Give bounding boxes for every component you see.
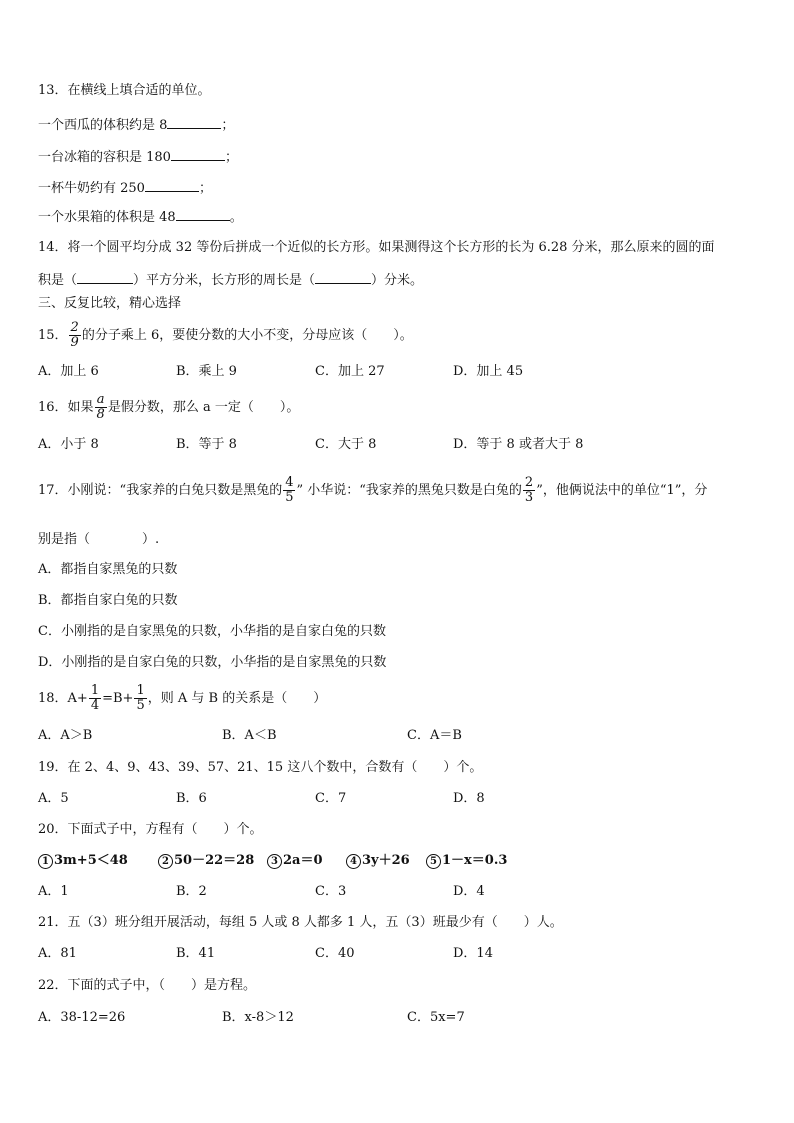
q13-stem: 13．在横线上填合适的单位。 (38, 83, 211, 98)
q15-option-d[interactable]: D．加上 45 (453, 364, 524, 379)
q21-stem: 21．五（3）班分组开展活动，每组 5 人或 8 人都多 1 人，五（3）班最少有（ ）人。 (38, 915, 563, 930)
q15-option-b[interactable]: B．乘上 9 (176, 364, 237, 379)
q13-line3: 一杯牛奶约有 250 ； (38, 181, 212, 196)
circled-number: 1 (38, 854, 53, 869)
q18-stem: 18．A+ $\frac{1}{4}$ =B+ $\frac{1}{5}$ ，则 A 与 B 的关系是（ ） (38, 683, 327, 713)
q20-option-b[interactable]: B．2 (176, 884, 207, 899)
answer-blank[interactable] (77, 271, 133, 284)
q20-stem: 20．下面式子中，方程有（ ）个。 (38, 822, 263, 837)
circled-number: 2 (158, 854, 173, 869)
answer-blank[interactable] (176, 208, 230, 221)
q22-stem: 22．下面的式子中，（ ）是方程。 (38, 978, 257, 993)
section-heading: 三、反复比较，精心选择 (38, 296, 182, 311)
fraction: $\frac{2}{9}$ (70, 320, 79, 350)
q18-option-a[interactable]: A．A＞B (38, 728, 93, 743)
q21-option-d[interactable]: D．14 (453, 946, 493, 961)
q20-expr-1: 1 3m+5＜48 (38, 853, 128, 869)
q20-expr-4: 4 3y＋26 (346, 853, 410, 869)
q17-option-a[interactable]: A．都指自家黑兔的只数 (38, 562, 178, 577)
q18-option-c[interactable]: C．A＝B (407, 728, 462, 743)
fraction: $\frac{2}{3}$ (524, 475, 534, 505)
q22-option-b[interactable]: B．x-8＞12 (222, 1010, 294, 1025)
q20-option-c[interactable]: C．3 (315, 884, 347, 899)
q13-line4: 一个水果箱的体积是 48 。 (38, 210, 243, 225)
answer-blank[interactable] (171, 148, 225, 161)
q17-option-c[interactable]: C．小刚指的是自家黑兔的只数，小华指的是自家白兔的只数 (38, 624, 386, 639)
fraction: $\frac{4}{5}$ (285, 475, 294, 505)
q15-option-c[interactable]: C．加上 27 (315, 364, 385, 379)
q20-option-d[interactable]: D．4 (453, 884, 485, 899)
answer-blank[interactable] (315, 271, 371, 284)
q19-option-c[interactable]: C．7 (315, 791, 347, 806)
q13-line2: 一台冰箱的容积是 180 ； (38, 150, 238, 165)
q20-expr-5: 5 1－x＝0.3 (426, 853, 507, 869)
answer-blank[interactable] (145, 179, 199, 192)
q20-option-a[interactable]: A．1 (38, 884, 69, 899)
q19-option-d[interactable]: D．8 (453, 791, 485, 806)
q15-stem: 15． $\frac{2}{9}$ 的分子乘上 6，要使分数的大小不变，分母应该（ ）。 (38, 320, 413, 350)
circled-number: 5 (426, 854, 441, 869)
fraction: $\frac{a}{8}$ (96, 392, 105, 422)
q19-option-a[interactable]: A．5 (38, 791, 69, 806)
answer-blank[interactable] (167, 116, 221, 129)
circled-number: 3 (267, 854, 282, 869)
q21-option-c[interactable]: C．40 (315, 946, 355, 961)
q22-option-c[interactable]: C．5x=7 (407, 1010, 465, 1025)
q17-line1: 17．小刚说：“我家养的白兔只数是黑兔的 $\frac{4}{5}$ ” 小华说：“我家养的黑兔只数是白兔的 $\frac{2}{3}$ ”，他俩说法中的单位“1”，分 (38, 475, 708, 505)
circled-number: 4 (346, 854, 361, 869)
q14-line1: 14．将一个圆平均分成 32 等份后拼成一个近似的长方形。如果测得这个长方形的长为 6.28 分米，那么原来的圆的面 (38, 240, 715, 255)
q16-option-c[interactable]: C．大于 8 (315, 437, 377, 452)
fraction: $\frac{1}{4}$ (90, 683, 100, 713)
q17-option-b[interactable]: B．都指自家白兔的只数 (38, 593, 178, 608)
q22-option-a[interactable]: A．38-12=26 (38, 1010, 126, 1025)
q18-option-b[interactable]: B．A＜B (222, 728, 277, 743)
q13-line1: 一个西瓜的体积约是 8 ； (38, 118, 235, 133)
q17-option-d[interactable]: D．小刚指的是自家白兔的只数，小华指的是自家黑兔的只数 (38, 655, 387, 670)
q21-option-a[interactable]: A．81 (38, 946, 77, 961)
q19-option-b[interactable]: B．6 (176, 791, 207, 806)
q16-option-b[interactable]: B．等于 8 (176, 437, 237, 452)
q16-option-a[interactable]: A．小于 8 (38, 437, 99, 452)
q21-option-b[interactable]: B．41 (176, 946, 216, 961)
q20-expr-3: 3 2a＝0 (267, 853, 323, 869)
q16-option-d[interactable]: D．等于 8 或者大于 8 (453, 437, 584, 452)
q14-line2: 积是（ ）平方分米，长方形的周长是（ ）分米。 (38, 273, 424, 288)
q19-stem: 19．在 2、4、9、43、39、57、21、15 这八个数中，合数有（ ）个。 (38, 760, 483, 775)
q17-line2: 别是指（ ）. (38, 532, 160, 547)
q15-option-a[interactable]: A．加上 6 (38, 364, 99, 379)
fraction: $\frac{1}{5}$ (136, 683, 145, 713)
q20-expr-2: 2 50－22＝28 (158, 853, 254, 869)
q16-stem: 16．如果 $\frac{a}{8}$ 是假分数，那么 a 一定（ ）。 (38, 392, 300, 422)
